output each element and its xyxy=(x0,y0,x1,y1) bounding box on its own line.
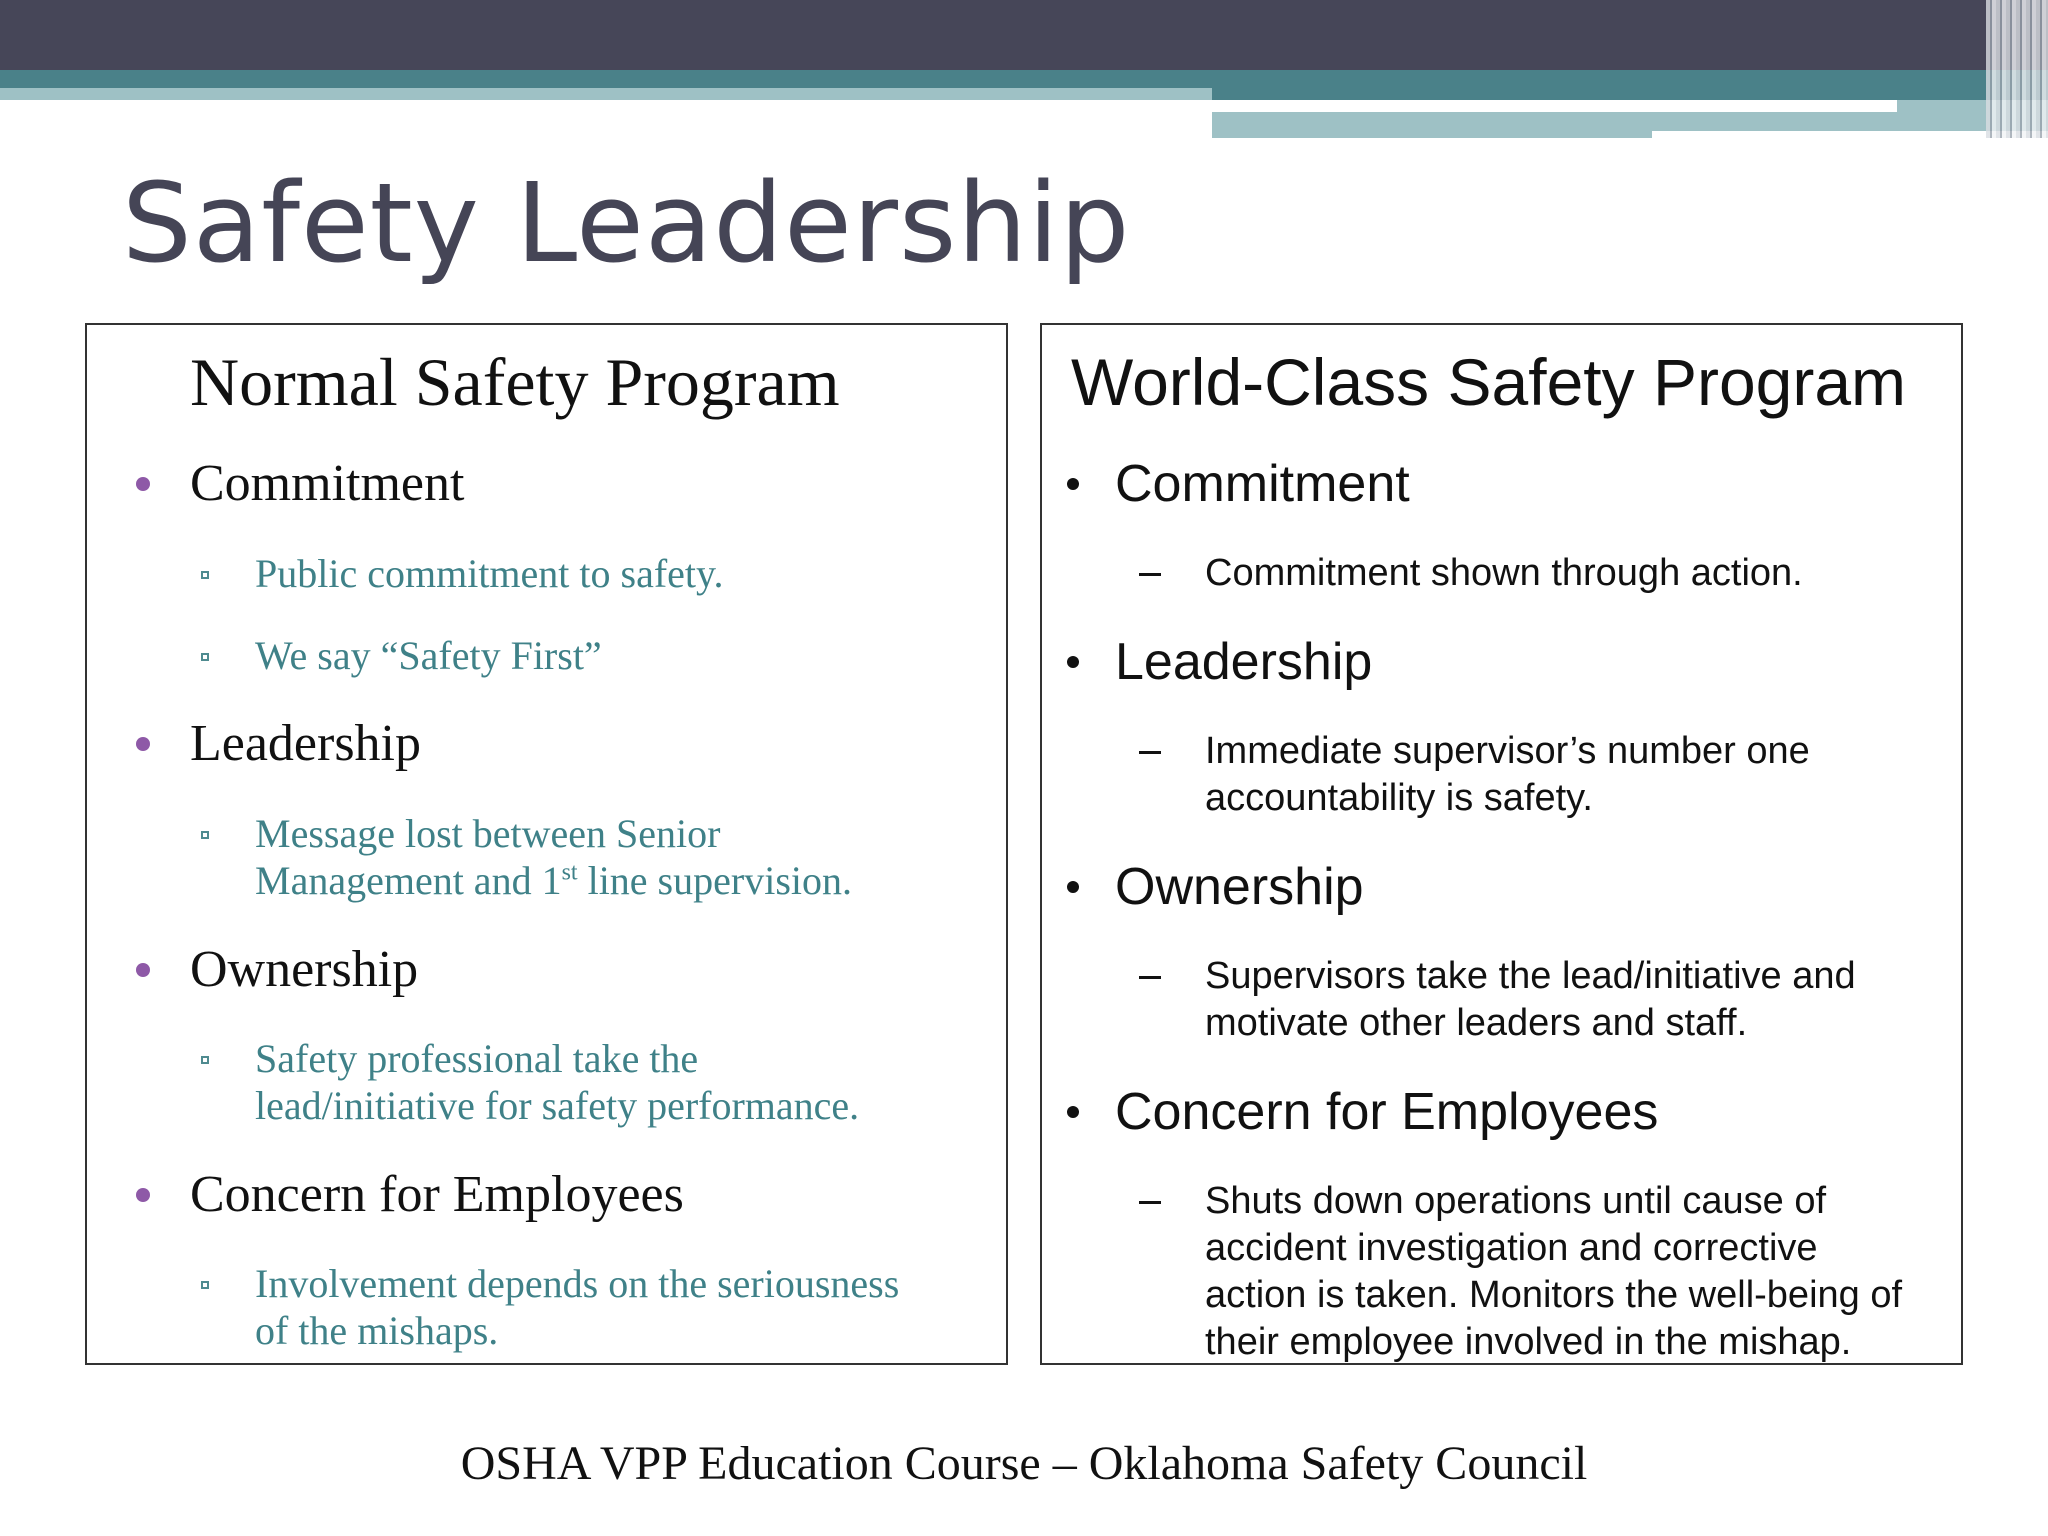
bullet-dot xyxy=(1067,478,1079,490)
header-bar-accent-line xyxy=(1212,100,1897,112)
world-leadership-line-2: accountability is safety. xyxy=(1205,777,1593,819)
header-bar-light xyxy=(0,88,1212,100)
world-ownership-line-2: motivate other leaders and staff. xyxy=(1205,1002,1748,1044)
bullet-dot xyxy=(136,963,150,977)
bullet-dot xyxy=(136,737,150,751)
normal-concern-line-1: Involvement depends on the seriousness xyxy=(255,1261,900,1306)
bullet-dot xyxy=(1067,656,1079,668)
world-class-program-panel xyxy=(1040,323,1963,1365)
normal-ownership-line-2: lead/initiative for safety performance. xyxy=(255,1083,860,1128)
square-bullet-icon xyxy=(201,831,209,839)
world-ownership-heading: Ownership xyxy=(1115,858,1364,916)
world-concern-line-4: their employee involved in the mishap. xyxy=(1205,1321,1852,1363)
bullet-dot xyxy=(136,477,150,491)
world-leadership-line-1: Immediate supervisor’s number one xyxy=(1205,730,1810,772)
square-bullet-icon xyxy=(201,1281,209,1289)
square-bullet-icon xyxy=(201,571,209,579)
world-leadership-heading: Leadership xyxy=(1115,633,1373,691)
world-concern-line-3: action is taken. Monitors the well-being of xyxy=(1205,1274,1903,1316)
world-class-program-title: World-Class Safety Program xyxy=(1071,345,1907,419)
dash-bullet-icon xyxy=(1139,751,1161,754)
header-bar-dark xyxy=(0,0,2048,70)
normal-leadership-line-1: Message lost between Senior xyxy=(255,811,721,856)
normal-program-panel xyxy=(85,323,1008,1365)
world-concern-line-2: accident investigation and corrective xyxy=(1205,1227,1818,1269)
dash-bullet-icon xyxy=(1139,1201,1161,1204)
normal-commitment-item-1: Public commitment to safety. xyxy=(255,551,724,596)
world-commitment-heading: Commitment xyxy=(1115,455,1410,513)
normal-leadership-heading: Leadership xyxy=(190,715,422,772)
normal-program-title: Normal Safety Program xyxy=(190,344,840,420)
normal-concern-line-2: of the mishaps. xyxy=(255,1308,499,1353)
world-concern-line-1: Shuts down operations until cause of xyxy=(1205,1180,1827,1222)
world-commitment-line-1: Commitment shown through action. xyxy=(1205,552,1803,594)
dash-bullet-icon xyxy=(1139,573,1161,576)
dash-bullet-icon xyxy=(1139,976,1161,979)
world-concern-heading: Concern for Employees xyxy=(1115,1083,1659,1141)
slide-footer: OSHA VPP Education Course – Oklahoma Safety Council xyxy=(460,1437,1588,1490)
normal-ownership-line-1: Safety professional take the xyxy=(255,1036,699,1081)
normal-ownership-heading: Ownership xyxy=(190,941,419,998)
normal-concern-heading: Concern for Employees xyxy=(190,1166,684,1223)
world-ownership-line-1: Supervisors take the lead/initiative and xyxy=(1205,955,1856,997)
normal-leadership-line-2: Management and 1st line supervision. xyxy=(255,858,852,903)
header-edge-stripes xyxy=(1986,0,2048,138)
bullet-dot xyxy=(1067,1106,1079,1118)
bullet-dot xyxy=(1067,881,1079,893)
normal-commitment-item-2: We say “Safety First” xyxy=(255,633,602,678)
square-bullet-icon xyxy=(201,1056,209,1064)
square-bullet-icon xyxy=(201,653,209,661)
bullet-dot xyxy=(136,1188,150,1202)
normal-commitment-heading: Commitment xyxy=(190,455,465,512)
slide-title: Safety Leadership xyxy=(122,159,1131,287)
